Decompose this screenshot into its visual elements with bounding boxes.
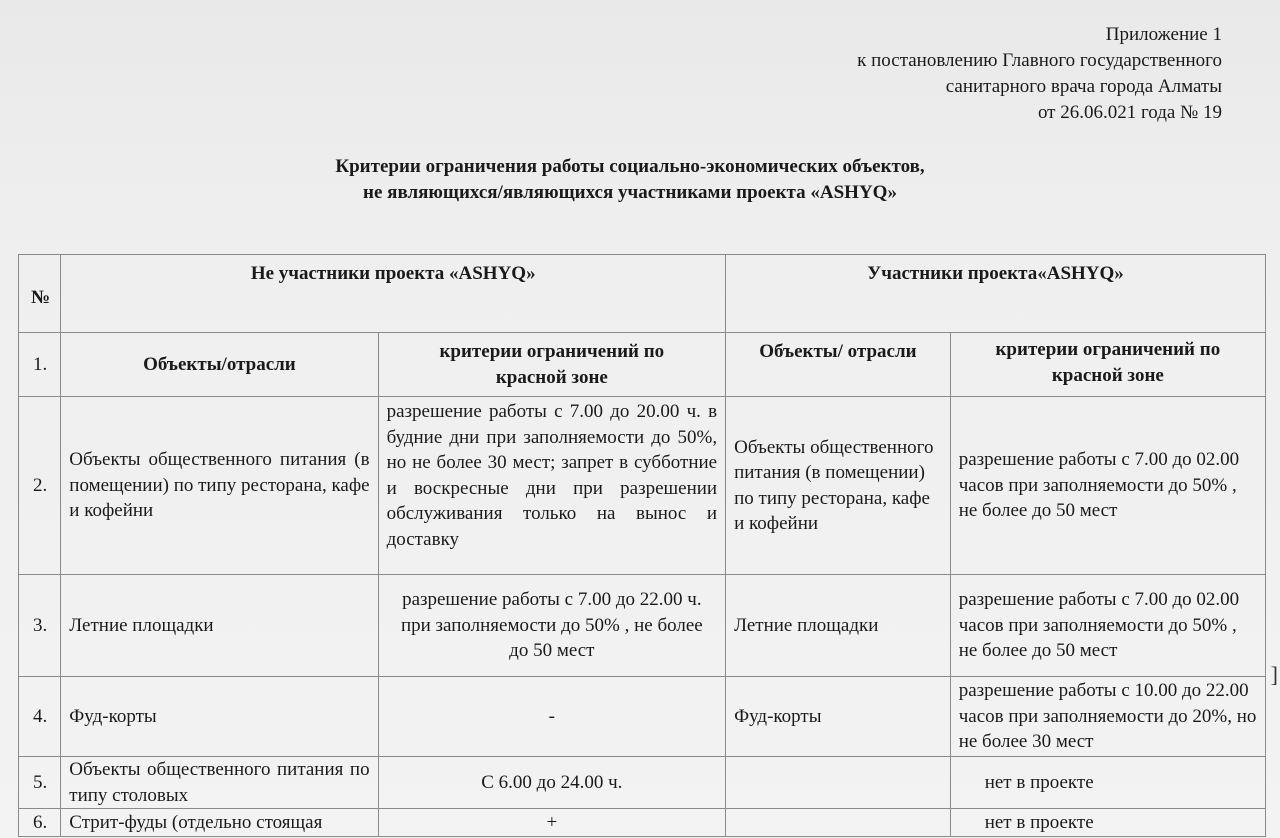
criteria-header-non: критерии ограничений по красной зоне — [378, 333, 726, 397]
document-title — [0, 154, 1260, 206]
criteria-cell: разрешение работы с 7.00 до 22.00 ч. при заполняемости до 50% , не более до 50 мест — [378, 575, 726, 677]
annex-line: к постановлению Главного государственного — [857, 50, 1222, 71]
criteria-cell: разрешение работы с 7.00 до 20.00 ч. в будние дни при заполняемости до 50%, но не более 30 мест; запрет в субботние и воскресные дни при разрешении обслуживания только на вынос и доставку — [378, 397, 726, 575]
criteria-cell: нет в проекте — [950, 757, 1265, 809]
title-line: не являющихся/являющихся участниками проекта «ASHYQ» — [363, 182, 897, 203]
title-line: Критерии ограничения работы социально-экономических объектов, — [335, 156, 925, 177]
table-row — [19, 809, 1266, 837]
margin-bracket-mark: ] — [1270, 662, 1278, 687]
criteria-cell: разрешение работы с 7.00 до 02.00 часов при заполняемости до 50% , не более до 50 мест — [950, 397, 1265, 575]
criteria-cell: нет в проекте — [950, 809, 1265, 837]
object-cell — [726, 809, 951, 837]
table-row — [19, 757, 1266, 809]
table-row — [19, 397, 1266, 575]
criteria-cell: разрешение работы с 7.00 до 02.00 часов при заполняемости до 50% , не более до 50 мест — [950, 575, 1265, 677]
row-number: 1. — [19, 333, 61, 397]
table-row — [19, 333, 1266, 397]
criteria-table — [18, 254, 1266, 837]
objects-header-part: Объекты/ отрасли — [726, 333, 951, 397]
table-row — [19, 677, 1266, 757]
criteria-cell: + — [378, 809, 726, 837]
object-cell: Объекты общественного питания по типу столовых — [61, 757, 378, 809]
object-cell: Стрит-фуды (отдельно стоящая — [61, 809, 378, 837]
object-cell: Летние площадки — [61, 575, 378, 677]
row-number: 5. — [19, 757, 61, 809]
row-number: 4. — [19, 677, 61, 757]
object-cell — [726, 757, 951, 809]
object-cell: Объекты общественного питания (в помещении) по типу ресторана, кафе и кофейни — [726, 397, 951, 575]
participants-header: Участники проекта«ASHYQ» — [726, 255, 1266, 333]
table-row — [19, 575, 1266, 677]
criteria-cell: С 6.00 до 24.00 ч. — [378, 757, 726, 809]
criteria-cell: - — [378, 677, 726, 757]
row-number: 6. — [19, 809, 61, 837]
criteria-header-part: критерии ограничений по красной зоне — [950, 333, 1265, 397]
object-cell: Фуд-корты — [726, 677, 951, 757]
criteria-cell: разрешение работы с 10.00 до 22.00 часов при заполняемости до 20%, но не более 30 мест — [950, 677, 1265, 757]
objects-header-non: Объекты/отрасли — [61, 333, 378, 397]
annex-line: санитарного врача города Алматы — [945, 76, 1222, 97]
number-header: № — [19, 255, 61, 333]
object-cell: Фуд-корты — [61, 677, 378, 757]
annex-line: Приложение 1 — [1105, 24, 1222, 45]
annex-line: от 26.06.021 года № 19 — [1037, 102, 1222, 123]
table-group-header-row — [19, 255, 1266, 333]
object-cell: Летние площадки — [726, 575, 951, 677]
object-cell: Объекты общественного питания (в помещении) по типу ресторана, кафе и кофейни — [61, 397, 378, 575]
non-participants-header: Не участники проекта «ASHYQ» — [61, 255, 726, 333]
row-number: 3. — [19, 575, 61, 677]
row-number: 2. — [19, 397, 61, 575]
annex-header — [857, 22, 1222, 126]
